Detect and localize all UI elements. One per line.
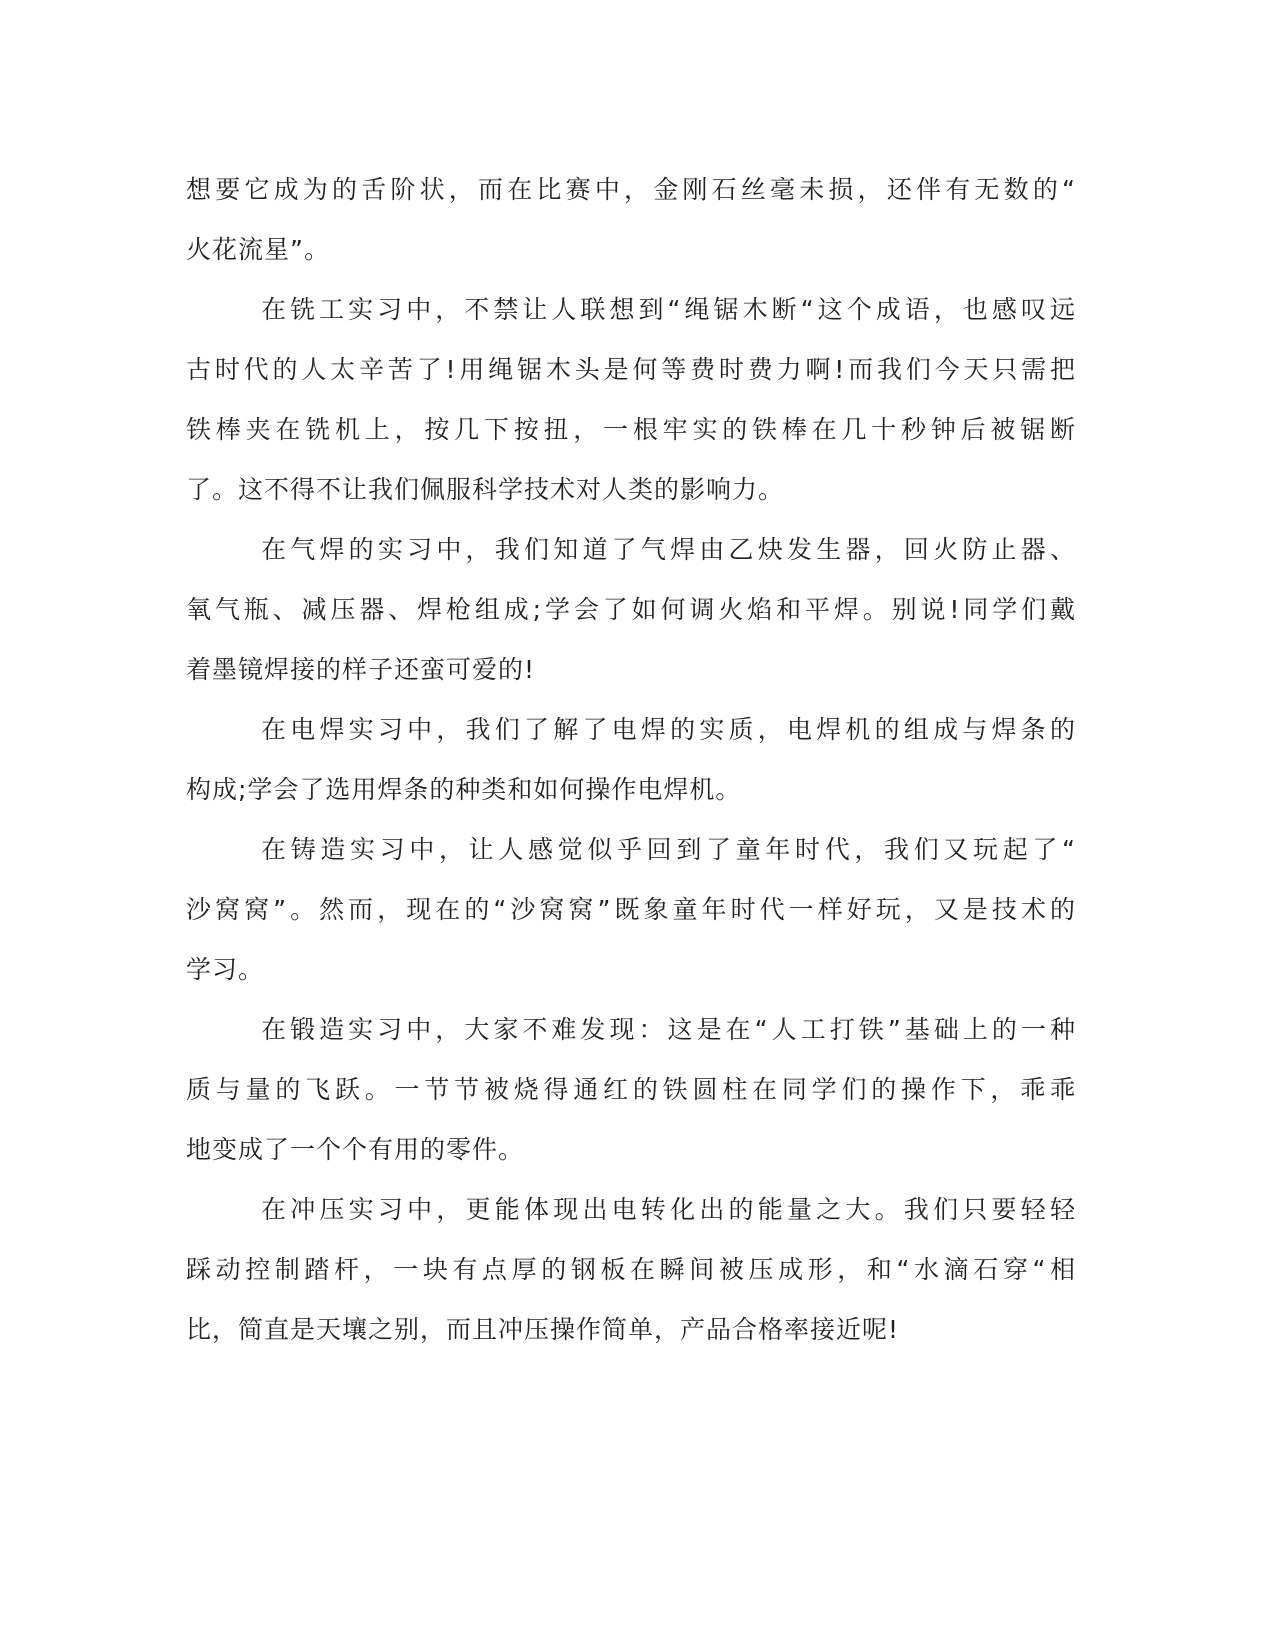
text-line: 氧气瓶、减压器、焊枪组成;学会了如何调火焰和平焊。别说!同学们戴 — [186, 595, 1076, 624]
text-line: 踩动控制踏杆，一块有点厚的钢板在瞬间被压成形，和“水滴石穿“相 — [186, 1255, 1076, 1284]
text-line: 火花流星”。 — [186, 235, 330, 264]
paragraph-diamond-wire — [186, 160, 1076, 280]
paragraph-forging — [186, 1000, 1076, 1180]
paragraph-arc-welding — [186, 700, 1076, 820]
text-line: 学习。 — [186, 955, 265, 984]
text-line: 质与量的飞跃。一节节被烧得通红的铁圆柱在同学们的操作下，乖乖 — [186, 1075, 1076, 1104]
text-line: 构成;学会了选用焊条的种类和如何操作电焊机。 — [186, 775, 742, 804]
text-line: 在铸造实习中，让人感觉似乎回到了童年时代，我们又玩起了“ — [261, 835, 1076, 864]
document-body — [186, 160, 1076, 1360]
text-line: 想要它成为的舌阶状，而在比赛中，金刚石丝毫未损，还伴有无数的“ — [186, 175, 1076, 204]
text-line: 古时代的人太辛苦了!用绳锯木头是何等费时费力啊!而我们今天只需把 — [186, 355, 1076, 384]
text-line: 沙窝窝”。然而，现在的“沙窝窝”既象童年时代一样好玩，又是技术的 — [186, 895, 1076, 924]
text-line: 铁棒夹在铣机上，按几下按扭，一根牢实的铁棒在几十秒钟后被锯断 — [186, 415, 1076, 444]
text-line: 在锻造实习中，大家不难发现：这是在“人工打铁”基础上的一种 — [261, 1015, 1076, 1044]
text-line: 在铣工实习中，不禁让人联想到“绳锯木断“这个成语，也感叹远 — [261, 295, 1076, 324]
text-line: 地变成了一个个有用的零件。 — [186, 1135, 525, 1164]
text-line: 在气焊的实习中，我们知道了气焊由乙炔发生器，回火防止器、 — [261, 535, 1076, 564]
text-line: 在冲压实习中，更能体现出电转化出的能量之大。我们只要轻轻 — [261, 1195, 1076, 1224]
text-line: 比，简直是天壤之别，而且冲压操作简单，产品合格率接近呢! — [186, 1315, 900, 1344]
text-line: 了。这不得不让我们佩服科学技术对人类的影响力。 — [186, 475, 785, 504]
paragraph-gas-welding — [186, 520, 1076, 700]
text-line: 在电焊实习中，我们了解了电焊的实质，电焊机的组成与焊条的 — [261, 715, 1076, 744]
paragraph-milling — [186, 280, 1076, 520]
text-line: 着墨镜焊接的样子还蛮可爱的! — [186, 655, 536, 684]
paragraph-casting — [186, 820, 1076, 1000]
paragraph-stamping — [186, 1180, 1076, 1360]
